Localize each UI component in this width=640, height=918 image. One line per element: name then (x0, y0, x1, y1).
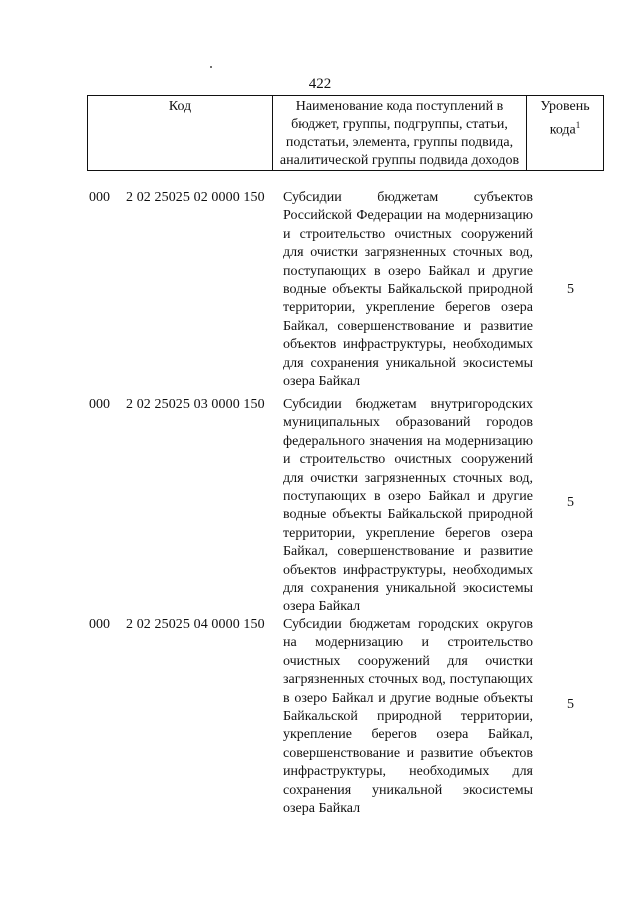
footnote-marker: 1 (575, 120, 581, 130)
scan-speck (210, 66, 212, 68)
row-level: 5 (567, 282, 574, 297)
header-level (527, 96, 604, 171)
header-level-label: Уровень кода (540, 99, 590, 138)
page-number: 422 (308, 76, 332, 92)
header-name: Наименование кода поступлений в бюджет, группы, подгруппы, статьи, подстатьи, элемента, группы подвида, аналитической группы подвида доходов (273, 96, 527, 171)
row-level: 5 (567, 697, 574, 712)
row-code: 2 02 25025 03 0000 150 (126, 397, 265, 412)
row-name: Субсидии бюджетам городских округов на модернизацию и строительство очистных сооружений для очистки загрязненных сточных вод, поступающих в озеро Байкал и другие водные объекты Байкальской природной территории, укрепление берегов озера Байкал, совершенствование и развитие объектов инфраструктуры, необходимых для сохранения уникальной экосистемы озера Байкал (283, 617, 533, 817)
row-code: 2 02 25025 02 0000 150 (126, 190, 265, 205)
row-name: Субсидии бюджетам субъектов Российской Федерации на модернизацию и строительство очистных сооружений для очистки загрязненных сточных вод, поступающих в озеро Байкал и другие водные объекты Байкальской природной территории, укрепление берегов озера Байкал, совершенствование и развитие объектов инфраструктуры, необходимых для сохранения уникальной экосистемы озера Байкал (283, 190, 533, 390)
table-header (87, 95, 604, 171)
row-level: 5 (567, 495, 574, 510)
row-prefix: 000 (89, 397, 110, 412)
row-code: 2 02 25025 04 0000 150 (126, 617, 265, 632)
header-code: Код (88, 96, 273, 171)
row-prefix: 000 (89, 190, 110, 205)
row-name: Субсидии бюджетам внутригородских муниципальных образований городов федерального значения на модернизацию и строительство очистных сооружений для очистки загрязненных сточных вод, поступающих в озеро Байкал и другие водные объекты Байкальской природной территории, укрепление берегов озера Байкал, совершенствование и развитие объектов инфраструктуры, необходимых для сохранения уникальной экосистемы озера Байкал (283, 397, 533, 615)
row-prefix: 000 (89, 617, 110, 632)
